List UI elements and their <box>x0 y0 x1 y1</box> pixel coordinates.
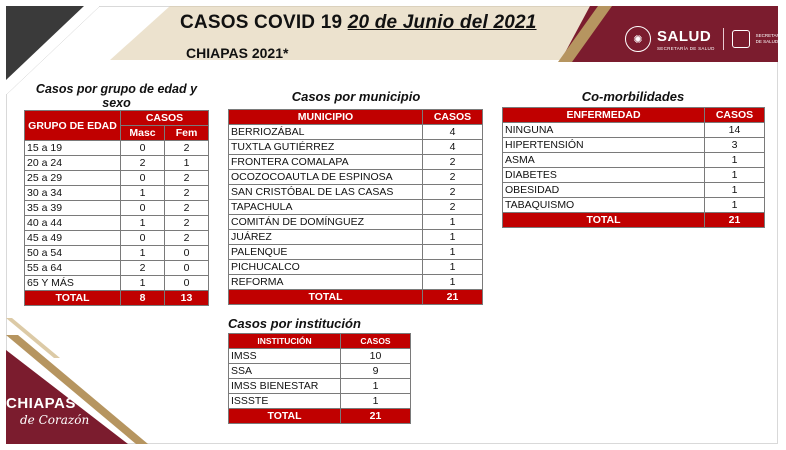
table-row <box>229 275 483 290</box>
page-title <box>180 12 537 34</box>
table-row <box>25 246 209 261</box>
comorb-label: Co-morbilidades <box>581 89 685 104</box>
cases-cell: 1 <box>705 183 765 198</box>
table-row <box>229 245 483 260</box>
municipio-cell: COMITÁN DE DOMÍNGUEZ <box>229 215 423 230</box>
fem-cell: 2 <box>165 201 209 216</box>
institucion-cell: IMSS BIENESTAR <box>229 379 341 394</box>
table-row <box>229 349 411 364</box>
chiapas-logo-line2: de Corazón <box>20 413 90 427</box>
enfermedad-cell: DIABETES <box>503 168 705 183</box>
municipio-cell: FRONTERA COMALAPA <box>229 155 423 170</box>
col-header-casos: CASOS <box>423 110 483 125</box>
total-value: 21 <box>341 409 411 424</box>
table-row <box>503 153 765 168</box>
institucion-cell: ISSSTE <box>229 394 341 409</box>
age-sex-label: Casos por grupo de edad y sexo <box>35 82 198 110</box>
age-group-cell: 30 a 34 <box>25 186 121 201</box>
cases-cell: 1 <box>705 153 765 168</box>
cases-cell: 1 <box>341 394 411 409</box>
total-label: TOTAL <box>503 213 705 228</box>
table-row <box>229 200 483 215</box>
institucion-total-row <box>229 409 411 424</box>
col-header-casos: CASOS <box>341 334 411 349</box>
table-row <box>229 394 411 409</box>
cases-cell: 1 <box>423 230 483 245</box>
fem-cell: 2 <box>165 171 209 186</box>
cases-cell: 1 <box>423 245 483 260</box>
age-group-cell: 15 a 19 <box>25 141 121 156</box>
municipio-total-row <box>229 290 483 305</box>
total-label: TOTAL <box>25 291 121 306</box>
title-prefix: CASOS COVID 19 <box>180 12 343 33</box>
age-group-cell: 35 a 39 <box>25 201 121 216</box>
enfermedad-cell: NINGUNA <box>503 123 705 138</box>
col-header-cases: CASOS <box>121 111 209 126</box>
total-value: 21 <box>423 290 483 305</box>
table-row <box>503 198 765 213</box>
cases-cell: 2 <box>423 170 483 185</box>
table-row <box>25 156 209 171</box>
comorb-total-row <box>503 213 765 228</box>
cases-cell: 2 <box>423 185 483 200</box>
table-row <box>229 215 483 230</box>
fem-cell: 2 <box>165 186 209 201</box>
cases-cell: 14 <box>705 123 765 138</box>
col-header-group: GRUPO DE EDAD <box>25 111 121 141</box>
mexico-seal-icon: ✺ <box>625 26 651 52</box>
table-row <box>229 364 411 379</box>
age-sex-table <box>24 110 209 306</box>
municipio-cell: TUXTLA GUTIÉRREZ <box>229 140 423 155</box>
state-logo-line2: DE SALUD <box>755 39 779 44</box>
cases-cell: 2 <box>423 200 483 215</box>
enfermedad-cell: HIPERTENSIÓN <box>503 138 705 153</box>
enfermedad-cell: ASMA <box>503 153 705 168</box>
masc-cell: 2 <box>121 261 165 276</box>
institucion-cell: SSA <box>229 364 341 379</box>
total-masc: 8 <box>121 291 165 306</box>
fem-cell: 2 <box>165 216 209 231</box>
institucion-table <box>228 333 411 424</box>
masc-cell: 0 <box>121 171 165 186</box>
state-seal-icon <box>732 30 750 48</box>
masc-cell: 0 <box>121 141 165 156</box>
institucion-label: Casos por institución <box>228 316 361 331</box>
institucion-cell: IMSS <box>229 349 341 364</box>
age-group-cell: 55 a 64 <box>25 261 121 276</box>
age-group-cell: 40 a 44 <box>25 216 121 231</box>
cases-cell: 1 <box>705 168 765 183</box>
cases-cell: 2 <box>423 155 483 170</box>
age-total-row <box>25 291 209 306</box>
age-group-cell: 50 a 54 <box>25 246 121 261</box>
page-subtitle: CHIAPAS 2021* <box>186 45 289 61</box>
municipio-cell: JUÁREZ <box>229 230 423 245</box>
salud-logo-subtitle: SECRETARÍA DE SALUD <box>657 45 715 51</box>
masc-cell: 1 <box>121 246 165 261</box>
table-row <box>25 141 209 156</box>
table-row <box>25 261 209 276</box>
table-row <box>25 171 209 186</box>
table-row <box>503 138 765 153</box>
age-group-cell: 45 a 49 <box>25 231 121 246</box>
municipio-cell: SAN CRISTÓBAL DE LAS CASAS <box>229 185 423 200</box>
col-header-casos: CASOS <box>705 108 765 123</box>
age-group-cell: 20 a 24 <box>25 156 121 171</box>
table-row <box>229 140 483 155</box>
table-row <box>503 123 765 138</box>
table-row <box>229 155 483 170</box>
masc-cell: 1 <box>121 186 165 201</box>
cases-cell: 1 <box>423 260 483 275</box>
cases-cell: 4 <box>423 125 483 140</box>
table-row <box>503 183 765 198</box>
table-row <box>229 170 483 185</box>
cases-cell: 10 <box>341 349 411 364</box>
salud-logo <box>625 26 784 52</box>
table-row <box>25 276 209 291</box>
table-row <box>229 379 411 394</box>
table-row <box>229 260 483 275</box>
fem-cell: 2 <box>165 231 209 246</box>
table-row <box>25 231 209 246</box>
cases-cell: 1 <box>705 198 765 213</box>
cases-cell: 3 <box>705 138 765 153</box>
total-label: TOTAL <box>229 409 341 424</box>
table-row <box>229 185 483 200</box>
fem-cell: 0 <box>165 261 209 276</box>
table-row <box>25 186 209 201</box>
municipio-label: Casos por municipio <box>291 89 421 104</box>
enfermedad-cell: TABAQUISMO <box>503 198 705 213</box>
enfermedad-cell: OBESIDAD <box>503 183 705 198</box>
table-row <box>229 230 483 245</box>
col-header-municipio: MUNICIPIO <box>229 110 423 125</box>
municipio-cell: BERRIOZÁBAL <box>229 125 423 140</box>
col-header-masc: Masc <box>121 126 165 141</box>
table-row <box>25 201 209 216</box>
comorb-table <box>502 107 765 228</box>
fem-cell: 0 <box>165 246 209 261</box>
municipio-cell: OCOZOCOAUTLA DE ESPINOSA <box>229 170 423 185</box>
table-row <box>229 125 483 140</box>
masc-cell: 1 <box>121 216 165 231</box>
masc-cell: 0 <box>121 231 165 246</box>
fem-cell: 1 <box>165 156 209 171</box>
masc-cell: 1 <box>121 276 165 291</box>
state-logo-line1: SECRETARÍA <box>755 33 785 38</box>
fem-cell: 0 <box>165 276 209 291</box>
logo-divider <box>723 28 724 50</box>
municipio-table <box>228 109 483 305</box>
municipio-cell: PICHUCALCO <box>229 260 423 275</box>
total-label: TOTAL <box>229 290 423 305</box>
municipio-cell: REFORMA <box>229 275 423 290</box>
cases-cell: 1 <box>423 215 483 230</box>
table-row <box>25 216 209 231</box>
masc-cell: 2 <box>121 156 165 171</box>
cases-cell: 1 <box>341 379 411 394</box>
cases-cell: 4 <box>423 140 483 155</box>
salud-logo-word: SALUD <box>657 27 712 45</box>
masc-cell: 0 <box>121 201 165 216</box>
municipio-cell: PALENQUE <box>229 245 423 260</box>
col-header-enfermedad: ENFERMEDAD <box>503 108 705 123</box>
chiapas-logo-line1: CHIAPAS <box>6 395 76 412</box>
table-row <box>503 168 765 183</box>
municipio-cell: TAPACHULA <box>229 200 423 215</box>
total-value: 21 <box>705 213 765 228</box>
total-fem: 13 <box>165 291 209 306</box>
age-group-cell: 65 Y MÁS <box>25 276 121 291</box>
cases-cell: 9 <box>341 364 411 379</box>
fem-cell: 2 <box>165 141 209 156</box>
col-header-institucion: INSTITUCIÓN <box>229 334 341 349</box>
chiapas-logo <box>6 396 89 428</box>
col-header-fem: Fem <box>165 126 209 141</box>
title-date: 20 de Junio del 2021 <box>347 12 537 33</box>
age-group-cell: 25 a 29 <box>25 171 121 186</box>
cases-cell: 1 <box>423 275 483 290</box>
